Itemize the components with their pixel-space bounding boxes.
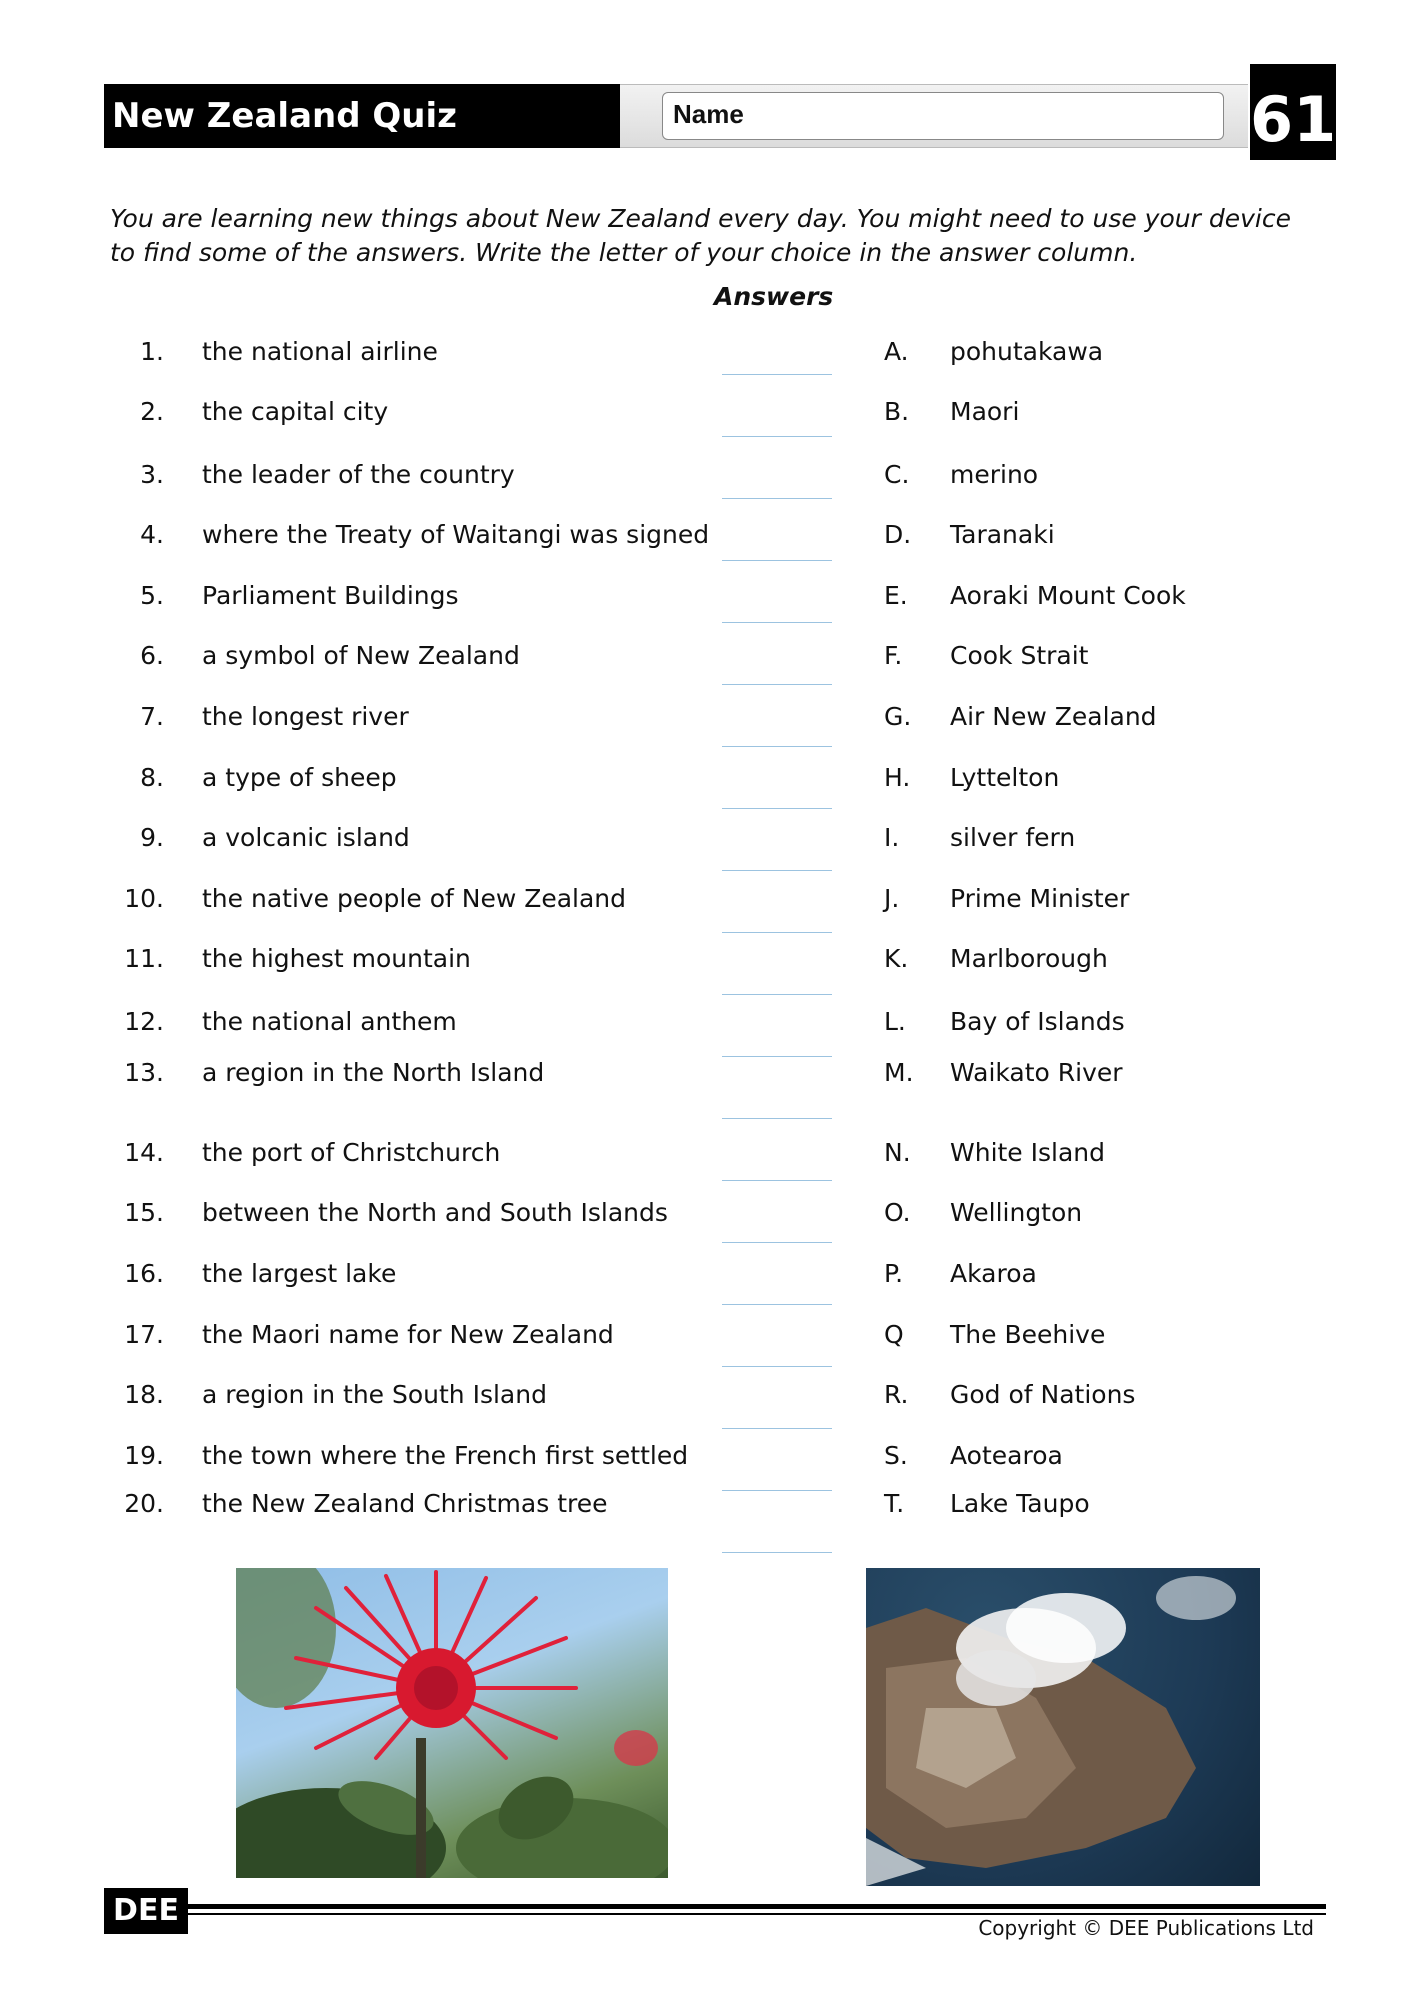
clue-text: the New Zealand Christmas tree	[202, 1489, 608, 1518]
option-text: Prime Minister	[950, 884, 1130, 913]
name-label: Name	[673, 99, 744, 129]
quiz-row	[0, 515, 1414, 555]
answer-line-5[interactable]	[722, 622, 832, 623]
quiz-row	[0, 758, 1414, 798]
option-letter: E.	[884, 581, 908, 610]
footer-rule-thin	[188, 1913, 1326, 1915]
clue-text: the port of Christchurch	[202, 1138, 501, 1167]
answer-line-4[interactable]	[722, 560, 832, 561]
clue-text: the leader of the country	[202, 460, 515, 489]
answer-line-17[interactable]	[722, 1366, 832, 1367]
option-text: Taranaki	[950, 520, 1055, 549]
option-text: Waikato River	[950, 1058, 1123, 1087]
option-text: Lyttelton	[950, 763, 1060, 792]
clue-number: 13.	[124, 1058, 164, 1087]
option-text: Akaroa	[950, 1259, 1037, 1288]
quiz-row	[0, 1436, 1414, 1476]
option-letter: T.	[884, 1489, 905, 1518]
answer-line-10[interactable]	[722, 932, 832, 933]
option-letter: B.	[884, 397, 910, 426]
option-text: Aotearoa	[950, 1441, 1063, 1470]
quiz-title: New Zealand Quiz	[104, 84, 620, 148]
clue-text: a region in the South Island	[202, 1380, 547, 1409]
option-letter: O.	[884, 1198, 911, 1227]
clue-number: 12.	[124, 1007, 164, 1036]
clue-text: the national anthem	[202, 1007, 457, 1036]
option-text: Wellington	[950, 1198, 1083, 1227]
quiz-row	[0, 455, 1414, 495]
clue-text: the native people of New Zealand	[202, 884, 627, 913]
answer-line-14[interactable]	[722, 1180, 832, 1181]
clue-number: 14.	[124, 1138, 164, 1167]
answer-line-2[interactable]	[722, 436, 832, 437]
clue-number: 2.	[140, 397, 164, 426]
quiz-row	[0, 1193, 1414, 1233]
clue-number: 1.	[140, 337, 164, 366]
clue-number: 16.	[124, 1259, 164, 1288]
quiz-row	[0, 392, 1414, 432]
clue-text: the largest lake	[202, 1259, 397, 1288]
option-letter: M.	[884, 1058, 914, 1087]
clue-text: Parliament Buildings	[202, 581, 459, 610]
option-letter: S.	[884, 1441, 908, 1470]
answer-line-1[interactable]	[722, 374, 832, 375]
clue-number: 6.	[140, 641, 164, 670]
clue-text: the town where the French first settled	[202, 1441, 689, 1470]
footer-rule	[188, 1904, 1326, 1909]
option-letter: Q	[884, 1320, 904, 1349]
clue-number: 19.	[124, 1441, 164, 1470]
clue-number: 11.	[124, 944, 164, 973]
answer-line-15[interactable]	[722, 1242, 832, 1243]
clue-number: 17.	[124, 1320, 164, 1349]
answers-heading: Answers	[714, 282, 834, 311]
clue-text: the national airline	[202, 337, 438, 366]
quiz-row	[0, 1053, 1414, 1093]
clue-text: the longest river	[202, 702, 409, 731]
quiz-row	[0, 1315, 1414, 1355]
pohutukawa-flower-photo	[236, 1568, 668, 1878]
copyright-notice: Copyright © DEE Publications Ltd	[978, 1916, 1314, 1940]
clue-text: a type of sheep	[202, 763, 397, 792]
dee-logo: DEE	[104, 1888, 188, 1934]
answer-line-6[interactable]	[722, 684, 832, 685]
answer-line-7[interactable]	[722, 746, 832, 747]
clue-text: a region in the North Island	[202, 1058, 545, 1087]
quiz-row	[0, 636, 1414, 676]
answer-line-11[interactable]	[722, 994, 832, 995]
option-text: White Island	[950, 1138, 1106, 1167]
option-letter: L.	[884, 1007, 906, 1036]
answer-line-20[interactable]	[722, 1552, 832, 1553]
option-text: merino	[950, 460, 1039, 489]
option-letter: I.	[884, 823, 900, 852]
clue-text: the Maori name for New Zealand	[202, 1320, 614, 1349]
quiz-row	[0, 1002, 1414, 1042]
instructions: You are learning new things about New Zealand every day. You might need to use your device to find some of the answers. Write the letter of your choice in the answer column.	[110, 204, 1291, 267]
clue-number: 10.	[124, 884, 164, 913]
answer-line-8[interactable]	[722, 808, 832, 809]
option-letter: J.	[884, 884, 900, 913]
option-text: Marlborough	[950, 944, 1108, 973]
quiz-row	[0, 1254, 1414, 1294]
option-letter: P.	[884, 1259, 904, 1288]
white-island-photo	[866, 1568, 1260, 1886]
quiz-row	[0, 576, 1414, 616]
clue-text: the capital city	[202, 397, 389, 426]
option-letter: G.	[884, 702, 912, 731]
clue-number: 9.	[140, 823, 164, 852]
option-text: Air New Zealand	[950, 702, 1157, 731]
quiz-row	[0, 1484, 1414, 1524]
answer-line-12[interactable]	[722, 1056, 832, 1057]
clue-text: between the North and South Islands	[202, 1198, 668, 1227]
answer-line-3[interactable]	[722, 498, 832, 499]
option-text: Lake Taupo	[950, 1489, 1090, 1518]
option-text: Cook Strait	[950, 641, 1089, 670]
option-letter: N.	[884, 1138, 911, 1167]
option-letter: K.	[884, 944, 909, 973]
answer-line-19[interactable]	[722, 1490, 832, 1491]
clue-text: where the Treaty of Waitangi was signed	[202, 520, 710, 549]
answer-line-9[interactable]	[722, 870, 832, 871]
option-letter: H.	[884, 763, 911, 792]
option-text: God of Nations	[950, 1380, 1136, 1409]
clue-number: 20.	[124, 1489, 164, 1518]
clue-text: a volcanic island	[202, 823, 410, 852]
clue-number: 8.	[140, 763, 164, 792]
quiz-row	[0, 939, 1414, 979]
option-letter: D.	[884, 520, 912, 549]
answer-line-13[interactable]	[722, 1118, 832, 1119]
quiz-row	[0, 1133, 1414, 1173]
clue-number: 7.	[140, 702, 164, 731]
clue-number: 4.	[140, 520, 164, 549]
option-text: Bay of Islands	[950, 1007, 1125, 1036]
option-text: pohutakawa	[950, 337, 1104, 366]
option-text: Maori	[950, 397, 1020, 426]
option-letter: F.	[884, 641, 903, 670]
option-text: silver fern	[950, 823, 1076, 852]
option-letter: R.	[884, 1380, 909, 1409]
clue-number: 5.	[140, 581, 164, 610]
quiz-row	[0, 1375, 1414, 1415]
page-number: 61	[1250, 64, 1336, 160]
option-text: The Beehive	[950, 1320, 1106, 1349]
name-field[interactable]	[662, 92, 1224, 140]
quiz-row	[0, 818, 1414, 858]
clue-text: the highest mountain	[202, 944, 471, 973]
quiz-row	[0, 879, 1414, 919]
option-letter: A.	[884, 337, 909, 366]
clue-number: 3.	[140, 460, 164, 489]
option-letter: C.	[884, 460, 910, 489]
quiz-row	[0, 697, 1414, 737]
clue-number: 15.	[124, 1198, 164, 1227]
quiz-row	[0, 332, 1414, 372]
clue-number: 18.	[124, 1380, 164, 1409]
option-text: Aoraki Mount Cook	[950, 581, 1186, 610]
clue-text: a symbol of New Zealand	[202, 641, 520, 670]
answer-line-18[interactable]	[722, 1428, 832, 1429]
answer-line-16[interactable]	[722, 1304, 832, 1305]
